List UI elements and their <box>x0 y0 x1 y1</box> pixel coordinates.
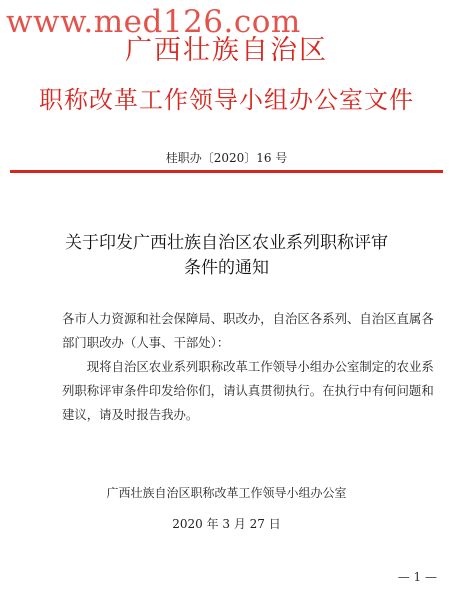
issue-date: 2020 年 3 月 27 日 <box>172 517 281 531</box>
document-title <box>0 231 453 281</box>
document-body <box>62 307 434 427</box>
header-divider <box>10 170 443 173</box>
document-title-line2: 条件的通知 <box>184 258 269 278</box>
main-paragraph: 现将自治区农业系列职称改革工作领导小组办公室制定的农业系列职称评审条件印发给你们，请认真贯彻执行。在执行中有何问题和建议，请及时报告我办。 <box>62 359 434 422</box>
document-number: 桂职办〔2020〕16 号 <box>165 151 288 165</box>
watermark-text: www.med126.com <box>6 4 301 40</box>
issuing-office: 广西壮族自治区职称改革工作领导小组办公室 <box>106 486 347 500</box>
page-number: — 1 — <box>397 570 437 584</box>
document-title-line1: 关于印发广西壮族自治区农业系列职称评审 <box>65 233 388 253</box>
document-header-org: 广西壮族自治区 <box>125 35 328 66</box>
addressee-paragraph: 各市人力资源和社会保障局、职改办，自治区各系列、自治区直属各部门职改办（人事、干部处）： <box>62 311 434 350</box>
document-header-office: 职称改革工作领导小组办公室文件 <box>39 86 414 114</box>
